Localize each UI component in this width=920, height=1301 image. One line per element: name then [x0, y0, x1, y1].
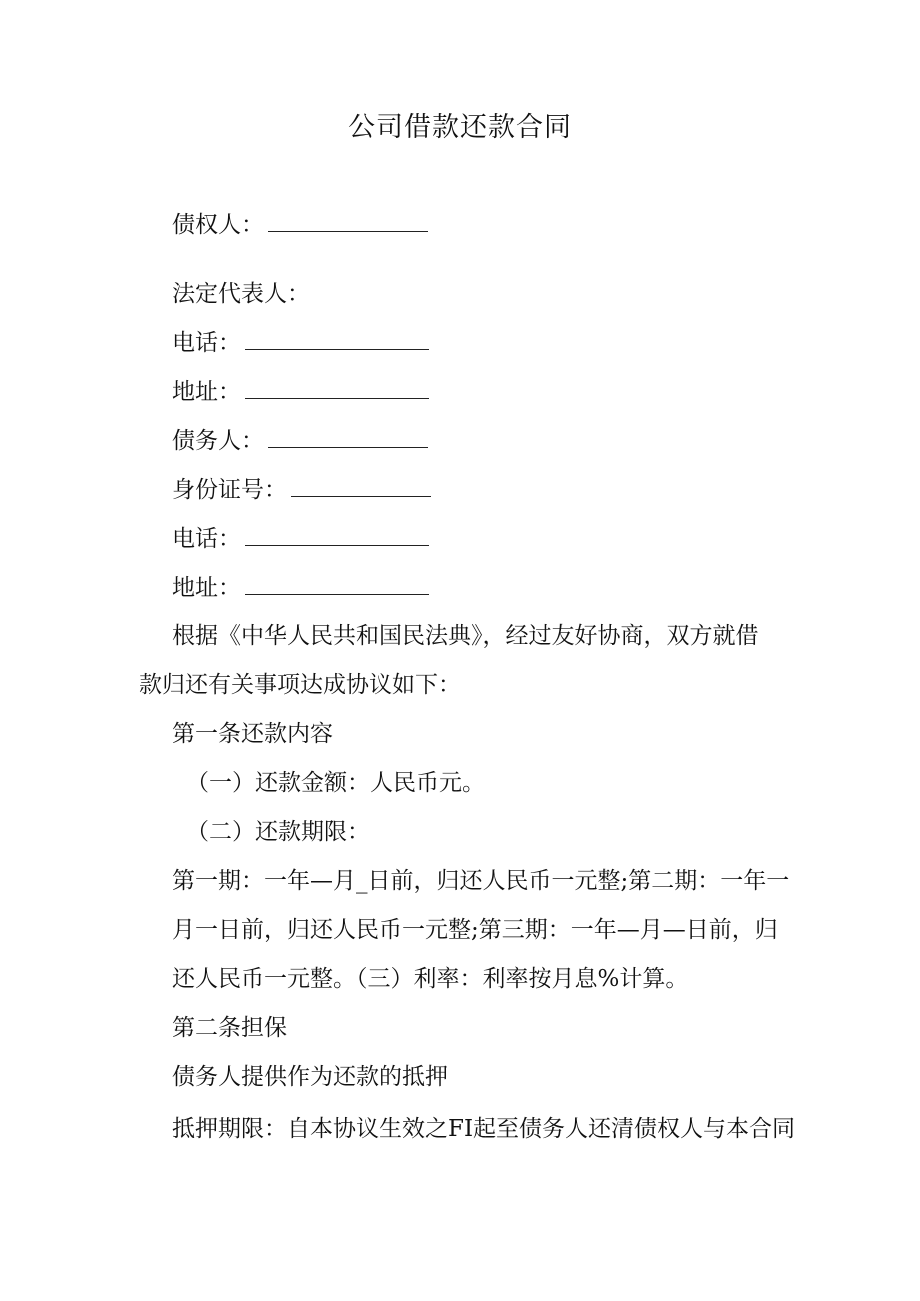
- phone-label: 电话：: [172, 526, 241, 552]
- phone-blank[interactable]: [245, 521, 429, 546]
- address-label: 地址：: [172, 575, 241, 601]
- intro-paragraph-line2: 款归还有关事项达成协议如下：: [139, 672, 461, 698]
- schedule-line1: 第一期：一年—月_日前，归还人民币一元整;第二期：一年一: [172, 868, 790, 894]
- creditor-label: 债权人：: [172, 212, 264, 238]
- phone-label: 电话：: [172, 330, 241, 356]
- debtor-blank[interactable]: [268, 423, 428, 448]
- legal-rep-field: [172, 277, 310, 311]
- intro-paragraph-line1: 根据《中华人民共和国民法典》，经过友好协商，双方就借: [172, 623, 759, 649]
- legal-rep-label: 法定代表人：: [172, 281, 310, 307]
- id-number-blank[interactable]: [291, 472, 431, 497]
- article-2-line2: 抵押期限：自本协议生效之FI起至债务人还清债权人与本合同: [172, 1116, 796, 1142]
- schedule-line3: 还人民币一元整。（三）利率：利率按月息%计算。: [172, 966, 689, 992]
- phone-blank[interactable]: [245, 325, 429, 350]
- article-2-title: 第二条担保: [172, 1015, 287, 1041]
- debtor-label: 债务人：: [172, 428, 264, 454]
- article-1-title: 第一条还款内容: [172, 721, 333, 747]
- debtor-field: [172, 423, 428, 458]
- address-field-creditor: [172, 374, 429, 409]
- creditor-blank[interactable]: [268, 207, 428, 232]
- id-number-label: 身份证号：: [172, 477, 287, 503]
- article-1-item-term: （二）还款期限：: [186, 819, 370, 845]
- address-field-debtor: [172, 570, 429, 605]
- address-blank[interactable]: [245, 570, 429, 595]
- id-number-field: [172, 472, 431, 507]
- address-label: 地址：: [172, 379, 241, 405]
- document-title: 公司借款还款合同: [348, 112, 572, 143]
- phone-field-debtor: [172, 521, 429, 556]
- article-1-item-amount: （一）还款金额：人民币元。: [186, 770, 485, 796]
- phone-field-creditor: [172, 325, 429, 360]
- schedule-line2: 月一日前，归还人民币一元整;第三期：一年—月—日前，归: [172, 917, 778, 943]
- creditor-field: [172, 207, 428, 242]
- address-blank[interactable]: [245, 374, 429, 399]
- article-2-line1: 债务人提供作为还款的抵押: [172, 1064, 448, 1090]
